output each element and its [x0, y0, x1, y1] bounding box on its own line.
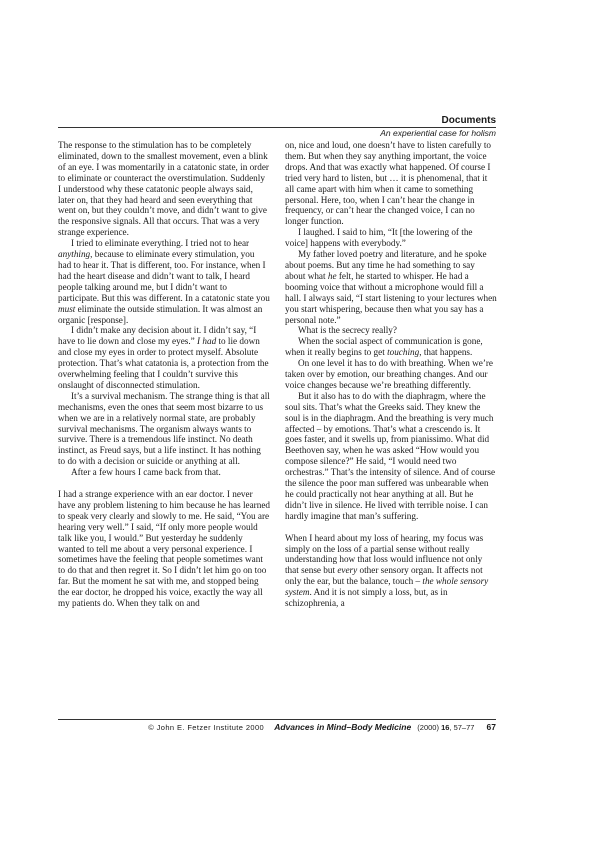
paragraph — [58, 467, 270, 478]
emphasis-text: must — [58, 303, 76, 314]
copyright-notice: © John E. Fetzer Institute 2000 — [148, 723, 265, 732]
paragraph — [58, 140, 270, 238]
paragraph — [285, 325, 497, 336]
right-column — [285, 140, 497, 609]
text-run: felt, he started to whisper. He had a booming voice that without a microphone would fill a hall. I always said, “I start listening to your lectures when you start whispering, because then what you say has a personal note.” — [285, 270, 497, 325]
paragraph — [58, 238, 270, 325]
section-title: Documents — [441, 115, 496, 126]
text-run: On one level it has to do with breathing. When we’re taken over by emotion, our breathing changes. And our voice changes because we’re breathing differently. — [285, 358, 494, 390]
text-run: , that happens. — [419, 347, 473, 358]
citation-pages: , 57–77 — [449, 723, 475, 732]
text-run: But it also has to do with the diaphragm, where the soul sits. That’s what the Greeks said. They knew the soul is in the diaphragm. And the breathing is very much affected – by emotions. That’s what a crescendo is. It goes faster, and it swells up, from pianissimo. What did Beethoven say, when he was asked “How would you compose silence?” He said, “I would need two orchestras.” That’s the intensity of silence. And of course the silence the poor man suffered was unbearable when he could practically not hear anything at all. But he didn’t live in silence. He lived with terrible noise. I can hardly imagine that man’s suffering. — [285, 390, 496, 521]
text-run: to lie down and close my eyes in order to protect myself. Absolute protection. That’s what catatonia is, a protection from the overwhelming feeling that I couldn’t survive this onslaught of disconnected stimulation. — [58, 336, 269, 390]
text-run: on, nice and loud, one doesn’t have to listen carefully to them. But when they say anything important, the voice drops. And that was exactly what happened. Of course I tried very hard to listen, but … it is phenomenal, that it all came apart with him when it came to something personal. Here, too, when I can’t hear the change in frequency, or can’t hear the changed voice, I can no longer function. — [285, 140, 491, 227]
paragraph — [285, 336, 497, 358]
footer — [58, 722, 496, 732]
text-run: What is the secrecy really? — [298, 325, 397, 336]
text-run: other sensory organ. It affects not only the ear, but the balance, touch – — [285, 565, 483, 587]
citation-year: (2000) — [417, 723, 439, 732]
text-run: When I heard about my loss of hearing, my focus was simply on the loss of a partial sense without really understanding how that loss would influence not only that sense but — [285, 532, 484, 576]
text-run: I didn’t make any decision about it. I didn’t say, “I have to lie down and close my eyes.” — [58, 325, 257, 347]
text-run: After a few hours I came back from that. — [71, 467, 221, 478]
emphasis-text: every — [337, 565, 358, 576]
journal-title: Advances in Mind–Body Medicine — [274, 722, 412, 732]
emphasis-text: anything — [58, 249, 91, 260]
text-run: When the social aspect of communication is gone, when it really begins to get — [285, 336, 483, 358]
page-number: 67 — [486, 722, 496, 732]
text-run: I laughed. I said to him, “It [the lowering of the voice] happens with everybody.” — [285, 227, 473, 249]
emphasis-text: the whole sensory system — [285, 576, 489, 598]
paragraph — [285, 358, 497, 391]
emphasis-text: touching — [387, 347, 420, 358]
paragraph — [58, 325, 270, 390]
text-run: I had a strange experience with an ear doctor. I never have any problem listening to him because he has learned to speak very clearly and slowly to me. He said, “You are hearing very well.” I said, “If only more people would talk like you, I would.” But yesterday he suddenly wanted to tell me about a very personal experience. I sometimes have the feeling that people sometimes want to do that and then regret it. So I didn’t let him go on too far. But the moment he sat with me, and stopped being the ear doctor, he dropped his voice, exactly the way all my patients do. When they talk on and — [58, 488, 271, 609]
text-run: . And it is not simply a loss, but, as in schizophrenia, a — [285, 587, 448, 609]
text-run: My father loved poetry and literature, and he spoke about poems. But any time he had something to say about what — [285, 249, 487, 281]
paragraph — [285, 391, 497, 522]
text-run: I tried to eliminate everything. I tried not to hear — [71, 238, 250, 249]
citation-volume: 16 — [441, 723, 450, 732]
paragraph — [285, 249, 497, 325]
paragraph — [58, 489, 270, 609]
left-column — [58, 140, 270, 609]
paragraph — [285, 533, 497, 609]
text-run: , because to eliminate every stimulation, you had to hear it. That is different, too. For instance, when I had the heart disease and didn’t want to talk, I heard people talking around me, but I didn’t want to participate. But this was different. In a catatonic state you — [58, 249, 270, 303]
paragraph — [285, 227, 497, 249]
text-run: It’s a survival mechanism. The strange thing is that all mechanisms, even the ones that seem most bizarre to us when we are in a relatively normal state, are probably survival mechanisms. The organism always wants to survive. There is a tremendous life instinct. No death instinct, as Freud says, but a life instinct. It has nothing to do with a decision or suicide or anything at all. — [58, 390, 270, 467]
footer-divider — [58, 719, 496, 720]
text-run: The response to the stimulation has to be completely eliminated, down to the smallest movement, even a blink of an eye. I was momentarily in a catatonic state, in order to eliminate or counteract the overstimulation. Suddenly I understood why these catatonic people always said, later on, that they had heard and seen everything that went on, but they couldn’t move, and didn’t want to give the responsive signals. All that occurs. That was a very strange experience. — [58, 140, 269, 238]
emphasis-text: I had — [197, 336, 217, 347]
emphasis-text: he — [327, 270, 337, 281]
paragraph — [58, 391, 270, 467]
text-run: eliminate the outside stimulation. It was almost an organic [response]. — [58, 303, 263, 325]
article-subtitle: An experiential case for holism — [380, 128, 496, 138]
paragraph — [285, 140, 497, 227]
